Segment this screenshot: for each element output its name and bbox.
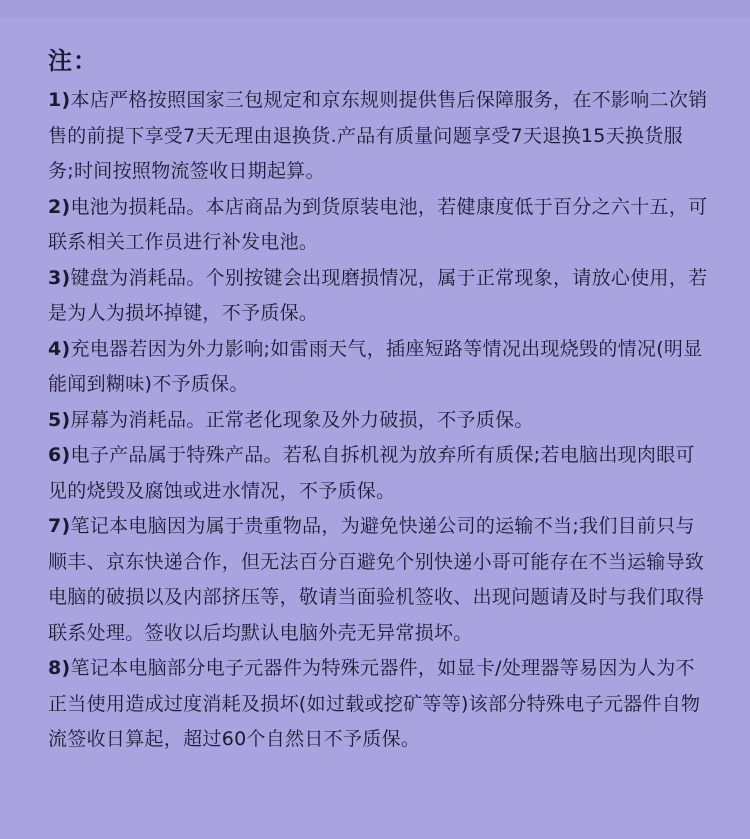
notice-item-7 [48, 509, 708, 651]
notice-item-2 [48, 190, 708, 261]
notice-item-5 [48, 403, 708, 439]
notice-item-number: 6) [48, 444, 71, 466]
notice-item-number: 5) [48, 408, 71, 431]
notice-item-8 [48, 651, 708, 758]
notice-item-1 [48, 83, 708, 190]
notice-item-number: 2) [48, 195, 71, 218]
notice-item-text: 笔记本电脑部分电子元器件为特殊元器件，如显卡/处理器等易因为人为不正当使用造成过度消耗及损坏(如过载或挖矿等等)该部分特殊电子元器件自物流签收日算起，超过60个自然日不予质保。 [48, 657, 701, 750]
notice-item-number: 3) [48, 266, 71, 289]
notice-list [48, 83, 708, 758]
notice-item-text: 本店严格按照国家三包规定和京东规则提供售后保障服务，在不影响二次销售的前提下享受7天无理由退换货.产品有质量问题享受7天退换15天换货服务;时间按照物流签收日期起算。 [48, 89, 708, 182]
notice-item-number: 1) [48, 89, 71, 111]
notice-item-text: 键盘为消耗品。个别按键会出现磨损情况，属于正常现象，请放心使用，若是为人为损坏掉键，不予质保。 [48, 266, 708, 324]
top-band [0, 0, 750, 18]
notice-item-number: 8) [48, 657, 71, 679]
notice-title: 注： [48, 47, 98, 75]
notice-item-text: 电池为损耗品。本店商品为到货原装电池，若健康度低于百分之六十五，可联系相关工作员进行补发电池。 [48, 195, 708, 253]
notice-item-text: 屏幕为消耗品。正常老化现象及外力破损，不予质保。 [70, 408, 534, 431]
notice-item-text: 充电器若因为外力影响;如雷雨天气，插座短路等情况出现烧毁的情况(明显能闻到糊味)不予质保。 [48, 337, 703, 395]
notice-item-number: 7) [48, 515, 71, 537]
notice-item-4 [48, 332, 708, 403]
notice-item-text: 笔记本电脑因为属于贵重物品，为避免快递公司的运输不当;我们目前只与顺丰、京东快递合作，但无法百分百避免个别快递小哥可能存在不当运输导致电脑的破损以及内部挤压等，敬请当面验机签收、出现问题请及时与我们取得联系处理。签收以后均默认电脑外壳无异常损坏。 [48, 515, 705, 644]
notice-item-6 [48, 438, 708, 509]
notice-item-number: 4) [48, 337, 71, 360]
notice-item-3 [48, 261, 708, 332]
notice-section [48, 40, 708, 758]
notice-item-text: 电子产品属于特殊产品。若私自拆机视为放弃所有质保;若电脑出现肉眼可见的烧毁及腐蚀或进水情况，不予质保。 [48, 444, 695, 502]
